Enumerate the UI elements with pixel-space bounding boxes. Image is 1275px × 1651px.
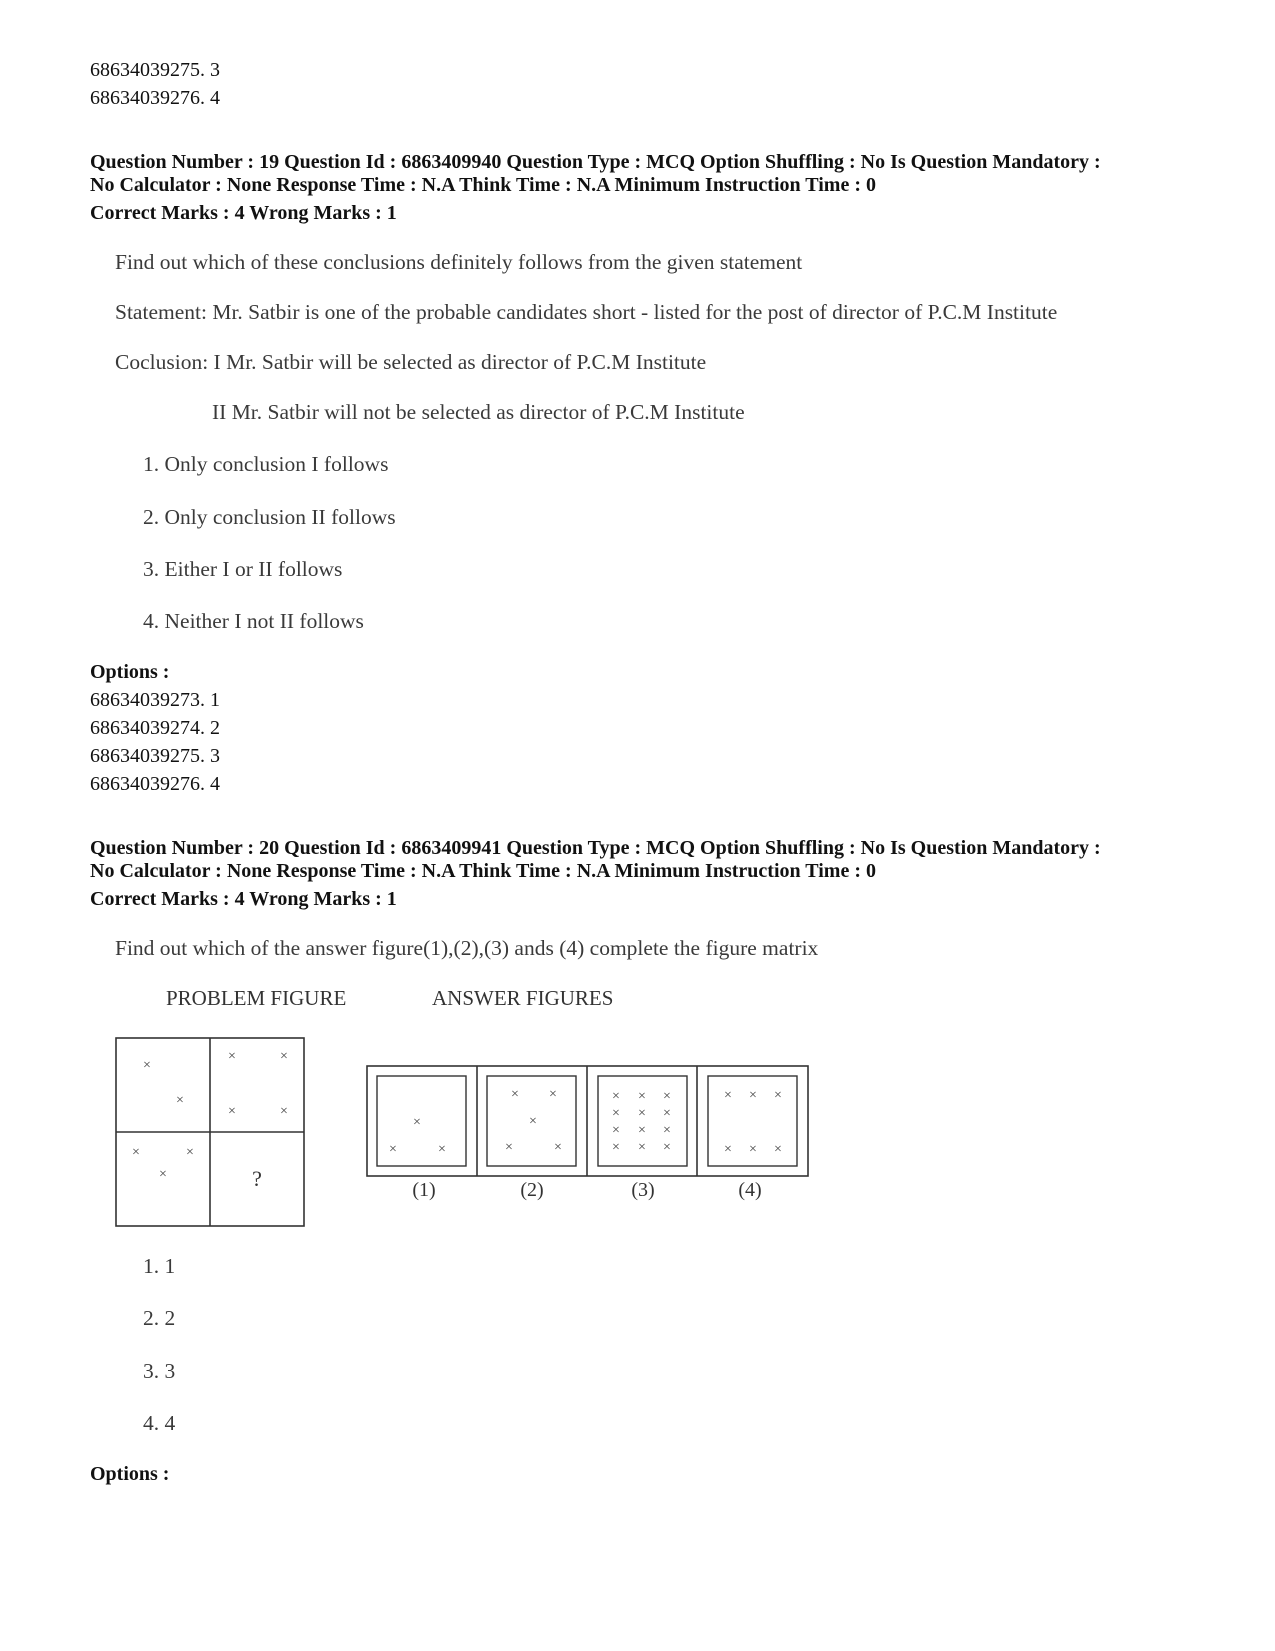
option-line: 68634039273. 1 bbox=[90, 689, 220, 711]
svg-text:×: × bbox=[413, 1115, 421, 1130]
svg-text:×: × bbox=[389, 1142, 397, 1157]
svg-text:×: × bbox=[612, 1089, 620, 1104]
svg-text:×: × bbox=[663, 1089, 671, 1104]
answer-label: (4) bbox=[738, 1179, 762, 1201]
answer-label: (3) bbox=[631, 1179, 655, 1201]
option-line: 68634039275. 3 bbox=[90, 745, 220, 767]
svg-text:×: × bbox=[511, 1087, 519, 1102]
answer-choice: 2. 2 bbox=[143, 1306, 176, 1330]
svg-text:×: × bbox=[638, 1140, 646, 1155]
question-header: Question Number : 19 Question Id : 6863409940 Question Type : MCQ Option Shuffling : No Is Question Mandatory : bbox=[90, 151, 1101, 173]
conclusion-two: II Mr. Satbir will not be selected as director of P.C.M Institute bbox=[212, 400, 745, 424]
svg-text:×: × bbox=[438, 1142, 446, 1157]
svg-text:×: × bbox=[638, 1123, 646, 1138]
svg-text:×: × bbox=[132, 1145, 140, 1160]
question-header: Question Number : 20 Question Id : 6863409941 Question Type : MCQ Option Shuffling : No Is Question Mandatory : bbox=[90, 837, 1101, 859]
svg-text:×: × bbox=[186, 1145, 194, 1160]
answer-choice: 4. Neither I not II follows bbox=[143, 609, 364, 633]
svg-text:×: × bbox=[159, 1167, 167, 1182]
option-line: 68634039275. 3 bbox=[90, 59, 220, 81]
options-label: Options : bbox=[90, 661, 170, 683]
problem-figure-matrix bbox=[110, 1030, 315, 1235]
svg-text:×: × bbox=[228, 1049, 236, 1064]
question-statement: Statement: Mr. Satbir is one of the probable candidates short - listed for the post of director of P.C.M Institute bbox=[115, 300, 1058, 324]
svg-text:×: × bbox=[176, 1093, 184, 1108]
svg-text:×: × bbox=[612, 1123, 620, 1138]
svg-text:×: × bbox=[638, 1089, 646, 1104]
answer-choice: 2. Only conclusion II follows bbox=[143, 505, 396, 529]
answer-choice: 4. 4 bbox=[143, 1411, 176, 1435]
question-header: No Calculator : None Response Time : N.A Think Time : N.A Minimum Instruction Time : 0 bbox=[90, 174, 876, 196]
svg-text:×: × bbox=[724, 1142, 732, 1157]
svg-text:×: × bbox=[749, 1088, 757, 1103]
answer-label: (1) bbox=[412, 1179, 436, 1201]
question-instruction: Find out which of these conclusions definitely follows from the given statement bbox=[115, 250, 803, 274]
svg-text:×: × bbox=[228, 1104, 236, 1119]
svg-text:×: × bbox=[663, 1123, 671, 1138]
answer-choice: 1. 1 bbox=[143, 1254, 176, 1278]
option-line: 68634039274. 2 bbox=[90, 717, 220, 739]
svg-text:×: × bbox=[774, 1142, 782, 1157]
question-header: No Calculator : None Response Time : N.A Think Time : N.A Minimum Instruction Time : 0 bbox=[90, 860, 876, 882]
option-line: 68634039276. 4 bbox=[90, 773, 220, 795]
svg-text:×: × bbox=[612, 1140, 620, 1155]
svg-text:×: × bbox=[749, 1142, 757, 1157]
question-instruction: Find out which of the answer figure(1),(2),(3) ands (4) complete the figure matrix bbox=[115, 936, 819, 960]
answer-label: (2) bbox=[520, 1179, 544, 1201]
question-mark: ? bbox=[252, 1166, 262, 1191]
problem-figure-label: PROBLEM FIGURE bbox=[166, 986, 347, 1010]
answer-choice: 3. Either I or II follows bbox=[143, 557, 343, 581]
answer-choice: 3. 3 bbox=[143, 1359, 176, 1383]
answer-figures-label: ANSWER FIGURES bbox=[432, 986, 614, 1010]
svg-text:×: × bbox=[549, 1087, 557, 1102]
svg-text:×: × bbox=[529, 1114, 537, 1129]
svg-text:×: × bbox=[724, 1088, 732, 1103]
option-line: 68634039276. 4 bbox=[90, 87, 220, 109]
svg-text:×: × bbox=[143, 1058, 151, 1073]
answer-choice: 1. Only conclusion I follows bbox=[143, 452, 389, 476]
svg-text:×: × bbox=[663, 1106, 671, 1121]
svg-text:×: × bbox=[774, 1088, 782, 1103]
svg-text:×: × bbox=[280, 1104, 288, 1119]
conclusion-one: Coclusion: I Mr. Satbir will be selected as director of P.C.M Institute bbox=[115, 350, 707, 374]
svg-text:×: × bbox=[638, 1106, 646, 1121]
answer-figures bbox=[360, 1058, 815, 1208]
svg-text:×: × bbox=[280, 1049, 288, 1064]
svg-text:×: × bbox=[505, 1140, 513, 1155]
marks-line: Correct Marks : 4 Wrong Marks : 1 bbox=[90, 202, 397, 224]
svg-text:×: × bbox=[554, 1140, 562, 1155]
svg-text:×: × bbox=[663, 1140, 671, 1155]
svg-text:×: × bbox=[612, 1106, 620, 1121]
options-label: Options : bbox=[90, 1463, 170, 1485]
marks-line: Correct Marks : 4 Wrong Marks : 1 bbox=[90, 888, 397, 910]
